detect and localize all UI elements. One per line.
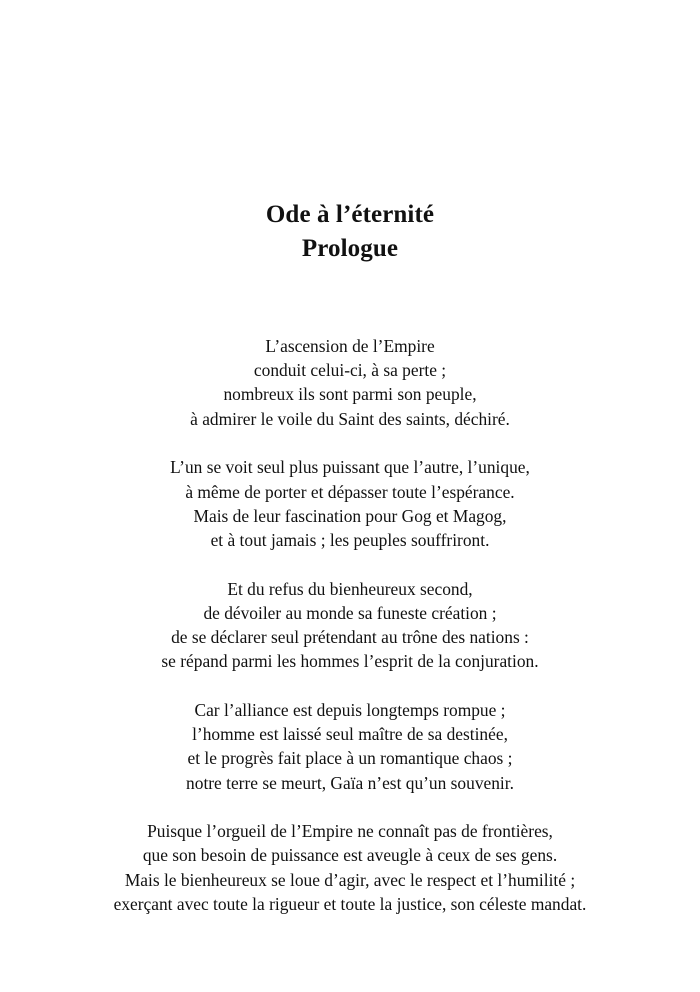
verse: L’un se voit seul plus puissant que l’autre, l’unique, [170, 457, 530, 478]
poem-title: Ode à l’éternité [265, 201, 435, 228]
verse: à même de porter et dépasser toute l’espérance. [185, 481, 515, 502]
stanza-3 [0, 577, 700, 674]
verse: à admirer le voile du Saint des saints, déchiré. [190, 408, 510, 429]
verse: nombreux ils sont parmi son peuple, [223, 384, 477, 405]
verse: se répand parmi les hommes l’esprit de la conjuration. [161, 651, 539, 672]
verse: conduit celui-ci, à sa perte ; [253, 360, 447, 381]
verse: Car l’alliance est depuis longtemps rompue ; [194, 699, 506, 720]
verse: notre terre se meurt, Gaïa n’est qu’un souvenir. [186, 772, 514, 793]
stanza-2 [0, 455, 700, 552]
verse: Mais le bienheureux se loue d’agir, avec le respect et l’humilité ; [124, 869, 576, 890]
verse: de se déclarer seul prétendant au trône des nations : [171, 627, 529, 648]
verse: et à tout jamais ; les peuples souffriront. [210, 529, 490, 550]
verse: et le progrès fait place à un romantique chaos ; [187, 748, 513, 769]
verse: L’ascension de l’Empire [265, 336, 435, 356]
stanza-4 [0, 698, 700, 795]
title-block [0, 198, 700, 266]
verse: exerçant avec toute la rigueur et toute la justice, son céleste mandat. [113, 893, 587, 914]
poem-body [0, 334, 700, 941]
verse: de dévoiler au monde sa funeste création ; [203, 602, 497, 623]
verse: l’homme est laissé seul maître de sa destinée, [192, 724, 508, 745]
stanza-5 [0, 819, 700, 916]
verse: que son besoin de puissance est aveugle à ceux de ses gens. [142, 845, 558, 866]
stanza-1 [0, 334, 700, 431]
verse: Et du refus du bienheureux second, [227, 578, 473, 599]
poem-subtitle: Prologue [301, 235, 399, 262]
verse: Mais de leur fascination pour Gog et Magog, [193, 505, 507, 526]
verse: Puisque l’orgueil de l’Empire ne connaît pas de frontières, [147, 821, 553, 842]
